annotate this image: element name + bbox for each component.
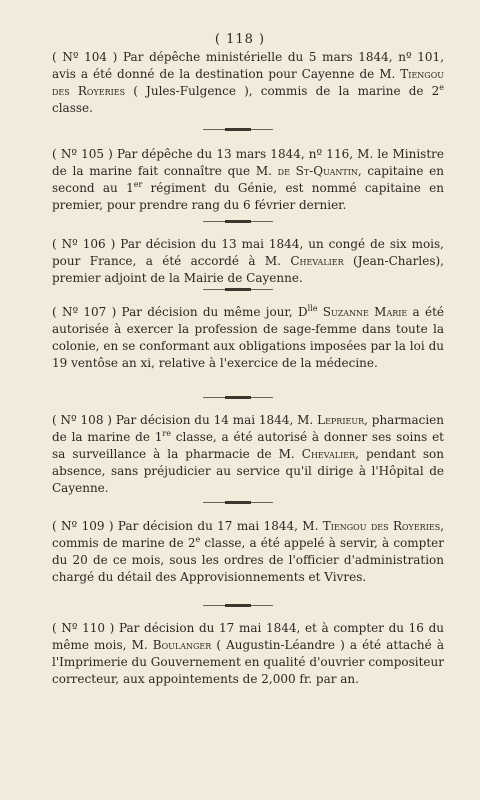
entry-107 [52, 304, 444, 372]
separator-rule [203, 604, 273, 607]
entry-text: ( Nº 105 ) Par dépêche du 13 mars 1844, nº 116, M. le Ministre de la marine fait connaître que M. de St-Quantin, capitaine en second au 1er régiment du Génie, est nommé capitaine en premier, pour prendre rang du 6 février dernier. [52, 147, 444, 212]
person-name: Tiengou des Royeries [52, 67, 444, 98]
person-name: Tiengou des Royeries [322, 519, 441, 533]
entry-number: ( Nº 110 ) [52, 621, 115, 635]
entry-number: ( Nº 108 ) [52, 413, 112, 427]
entry-106 [52, 236, 444, 287]
entry-105 [52, 146, 444, 214]
entry-104 [52, 49, 444, 117]
entry-number: ( Nº 107 ) [52, 305, 117, 319]
person-name: Chevalier [301, 447, 356, 461]
separator-rule [203, 396, 273, 399]
person-name: de St-Quantin [277, 164, 358, 178]
person-name: Boulanger [152, 638, 212, 652]
entry-110 [52, 620, 444, 688]
page-number: ( 118 ) [214, 32, 266, 47]
entry-109 [52, 518, 444, 586]
entry-text: ( Nº 106 ) Par décision du 13 mai 1844, un congé de six mois, pour France, a été accordé à M. Chevalier (Jean-Charles), premier adjoint de la Mairie de Cayenne. [52, 237, 444, 285]
entry-text: ( Nº 110 ) Par décision du 17 mai 1844, et à compter du 16 du même mois, M. Boulanger ( Augustin-Léandre ) a été attaché à l'Imprimerie du Gouvernement en qualité d'ouvrier compositeur correcteur, aux appointements de 2,000 fr. par an. [52, 621, 445, 686]
entry-text: ( Nº 108 ) Par décision du 14 mai 1844, M. Leprieur, pharmacien de la marine de 1re classe, a été autorisé à donner ses soins et sa surveillance à la pharmacie de M. Chevalier, pendant son absence, sans préjudicier au service qu'il dirige à l'Hôpital de Cayenne. [52, 413, 445, 495]
entry-text: ( Nº 107 ) Par décision du même jour, $D^{lle}$ Suzanne Marie a été autorisée à exercer la profession de sage-femme dans toute la colonie, en se conformant aux obligations imposées par la loi du 19 ventôse an xi, relative à l'exercice de la médecine. [52, 304, 444, 370]
person-name: Suzanne Marie [322, 305, 408, 319]
entry-108 [52, 412, 444, 497]
separator-rule [203, 128, 273, 131]
separator-rule [203, 288, 273, 291]
person-name: Leprieur [317, 413, 365, 427]
entry-number: ( Nº 104 ) [52, 50, 118, 64]
separator-rule [203, 501, 273, 504]
separator-rule [203, 220, 273, 223]
entry-number: ( Nº 106 ) [52, 237, 116, 251]
person-name: Chevalier [290, 254, 344, 268]
entry-number: ( Nº 109 ) [52, 519, 114, 533]
entry-text: ( Nº 104 ) Par dépêche ministérielle du 5 mars 1844, nº 101, avis a été donné de la destination pour Cayenne de M. Tiengou des Royeries ( Jules-Fulgence ), commis de la marine de 2e classe. [52, 50, 445, 115]
entry-text: ( Nº 109 ) Par décision du 17 mai 1844, M. Tiengou des Royeries, commis de marine de 2e classe, a été appelé à servir, à compter du 20 de ce mois, sous les ordres de l'officier d'administration chargé du détail des Approvisionnements et Vivres. [52, 519, 445, 584]
entry-number: ( Nº 105 ) [52, 147, 113, 161]
